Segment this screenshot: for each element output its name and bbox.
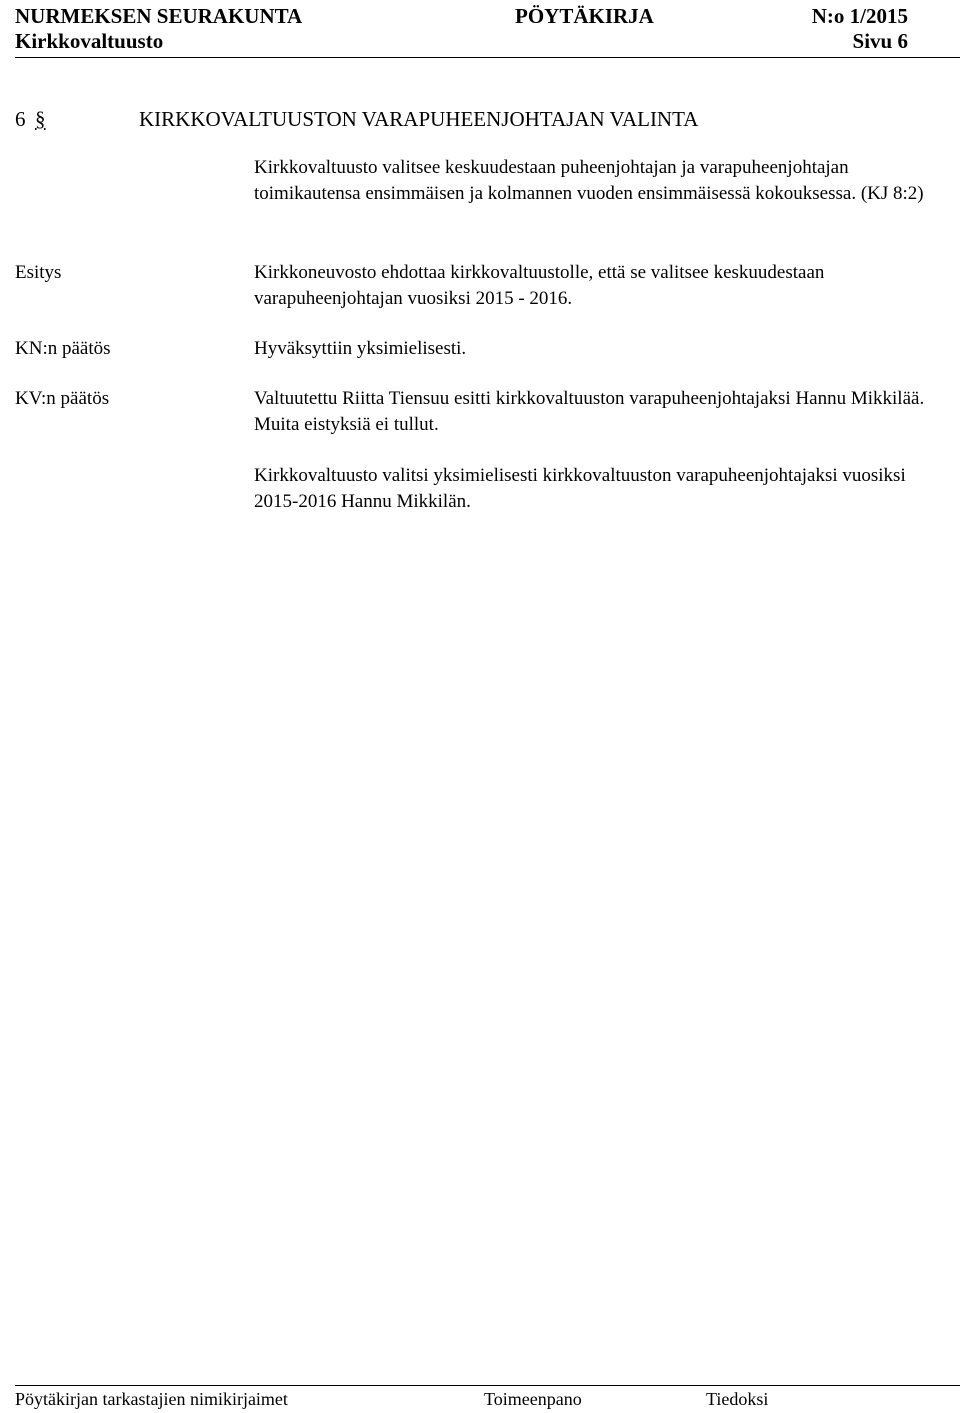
section-title: KIRKKOVALTUUSTON VARAPUHEENJOHTAJAN VALINTA [139,107,699,131]
header-divider [15,57,960,58]
esitys-paragraph [254,260,944,312]
meeting-body: Kirkkovaltuusto [15,29,164,53]
label-kv-paatos: KV:n päätös [15,388,110,409]
intro-paragraph [254,155,944,207]
footer-divider [15,1385,960,1386]
page-number: Sivu 6 [852,29,908,53]
kv-paatos-paragraph [254,386,944,438]
esitys-text: Kirkkoneuvosto ehdottaa kirkkovaltuustolle, että se valitsee keskuudestaan varapuheenjohtajan vuosiksi 2015 - 2016. [254,262,825,309]
intro-text: Kirkkovaltuusto valitsee keskuudestaan puheenjohtajan ja varapuheenjohtajan toimikautensa ensimmäisen ja kolmannen vuoden ensimmäisessä kokouksessa. (KJ 8:2) [254,157,924,204]
kv-paatos-text: Valtuutettu Riitta Tiensuu esitti kirkkovaltuuston varapuheenjohtajaksi Hannu Mikkilää. Muita eistyksiä ei tullut. [254,388,925,435]
document-type: PÖYTÄKIRJA [515,4,654,28]
document-number: N:o 1/2015 [811,4,908,28]
kv-decision-text: Kirkkovaltuusto valitsi yksimielisesti kirkkovaltuuston varapuheenjohtajaksi vuosiksi 2015-2016 Hannu Mikkilän. [254,465,906,512]
kn-paatos-text: Hyväksyttiin yksimielisesti. [254,338,467,359]
organization-name: NURMEKSEN SEURAKUNTA [15,4,303,28]
section-sign: § [35,107,46,131]
footer-info-label: Tiedoksi [706,1389,769,1409]
kv-decision-paragraph [254,463,944,515]
footer-initials-label: Pöytäkirjan tarkastajien nimikirjaimet [15,1389,288,1409]
kn-paatos-paragraph [254,336,944,362]
label-kn-paatos: KN:n päätös [15,338,111,359]
label-esitys: Esitys [15,262,62,283]
footer-execution-label: Toimeenpano [484,1389,582,1409]
section-number: 6 [15,107,26,131]
